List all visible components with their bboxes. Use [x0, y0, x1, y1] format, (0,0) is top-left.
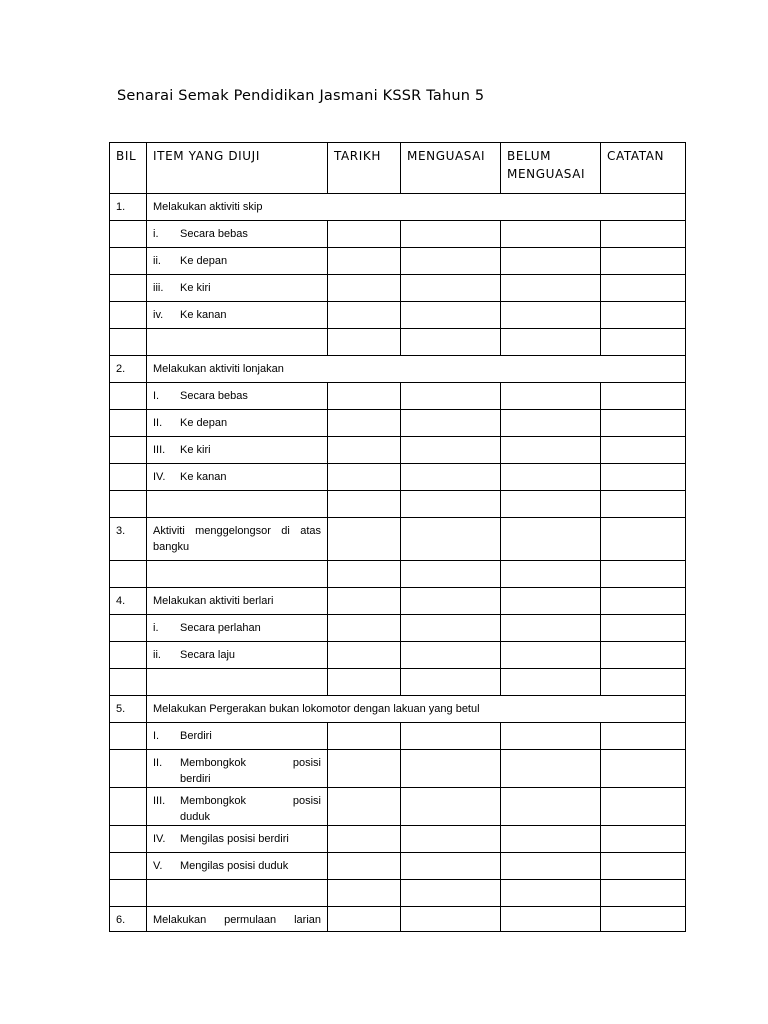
item-number: ii. — [153, 649, 161, 661]
empty-row — [110, 329, 686, 356]
section-number: 5. — [110, 696, 147, 723]
section-row — [110, 588, 686, 615]
item-number: II. — [153, 417, 163, 429]
table-row — [110, 302, 686, 329]
table-row — [110, 437, 686, 464]
section-row — [110, 518, 686, 561]
item-text: Secara bebas — [180, 228, 248, 240]
header-bil: BIL — [110, 143, 147, 194]
header-catatan: CATATAN — [601, 143, 686, 194]
item-text: Ke kiri — [180, 444, 211, 456]
item-number: II. — [153, 757, 163, 769]
header-belum-menguasai: BELUM MENGUASAI — [501, 143, 601, 194]
section-title: Melakukan permulaan larian — [147, 907, 328, 932]
section-title: Melakukan aktiviti skip — [147, 194, 686, 221]
section-number: 1. — [110, 194, 147, 221]
section-row — [110, 194, 686, 221]
item-number: IV. — [153, 471, 166, 483]
table-header-row — [110, 143, 686, 194]
section-row — [110, 696, 686, 723]
table-row — [110, 788, 686, 826]
section-title: Melakukan aktiviti lonjakan — [147, 356, 686, 383]
item-text: Secara laju — [180, 649, 236, 661]
section-number: 2. — [110, 356, 147, 383]
item-text: Ke kiri — [180, 282, 211, 294]
item-text: Membongkok posisi berdiri — [180, 757, 321, 785]
empty-row — [110, 669, 686, 696]
section-row — [110, 907, 686, 932]
table-row — [110, 275, 686, 302]
empty-row — [110, 561, 686, 588]
section-title: Aktiviti menggelongsor di atas bangku — [147, 518, 328, 561]
item-text: Ke kanan — [180, 471, 227, 483]
header-item: ITEM YANG DIUJI — [147, 143, 328, 194]
item-text: Membongkok posisi duduk — [180, 795, 321, 823]
empty-row — [110, 491, 686, 518]
section-title: Melakukan Pergerakan bukan lokomotor dengan lakuan yang betul — [147, 696, 686, 723]
table-row — [110, 248, 686, 275]
checklist-table — [109, 142, 686, 932]
item-text: Ke depan — [180, 417, 228, 429]
table-row — [110, 383, 686, 410]
table-row — [110, 853, 686, 880]
table-row — [110, 464, 686, 491]
table-row — [110, 221, 686, 248]
table-row — [110, 410, 686, 437]
item-text: Berdiri — [180, 730, 212, 742]
item-number: iv. — [153, 309, 164, 321]
section-number: 4. — [110, 588, 147, 615]
section-row — [110, 356, 686, 383]
item-text: Secara perlahan — [180, 622, 261, 634]
table-row — [110, 826, 686, 853]
section-number: 6. — [110, 907, 147, 932]
header-tarikh: TARIKH — [328, 143, 401, 194]
item-number: III. — [153, 444, 166, 456]
item-number: I. — [153, 730, 160, 742]
item-number: iii. — [153, 282, 164, 294]
empty-row — [110, 880, 686, 907]
item-text: Secara bebas — [180, 390, 248, 402]
item-number: V. — [153, 860, 163, 872]
item-number: ii. — [153, 255, 161, 267]
section-number: 3. — [110, 518, 147, 561]
item-number: i. — [153, 228, 159, 240]
section-title: Melakukan aktiviti berlari — [147, 588, 328, 615]
item-number: III. — [153, 795, 166, 807]
table-row — [110, 750, 686, 788]
table-row — [110, 642, 686, 669]
item-text: Mengilas posisi berdiri — [180, 833, 289, 845]
item-text: Ke depan — [180, 255, 228, 267]
item-number: IV. — [153, 833, 166, 845]
item-number: I. — [153, 390, 160, 402]
header-menguasai: MENGUASAI — [401, 143, 501, 194]
item-number: i. — [153, 622, 159, 634]
table-row — [110, 615, 686, 642]
item-text: Mengilas posisi duduk — [180, 860, 289, 872]
document-title: Senarai Semak Pendidikan Jasmani KSSR Tahun 5 — [117, 88, 485, 104]
item-text: Ke kanan — [180, 309, 227, 321]
table-row — [110, 723, 686, 750]
